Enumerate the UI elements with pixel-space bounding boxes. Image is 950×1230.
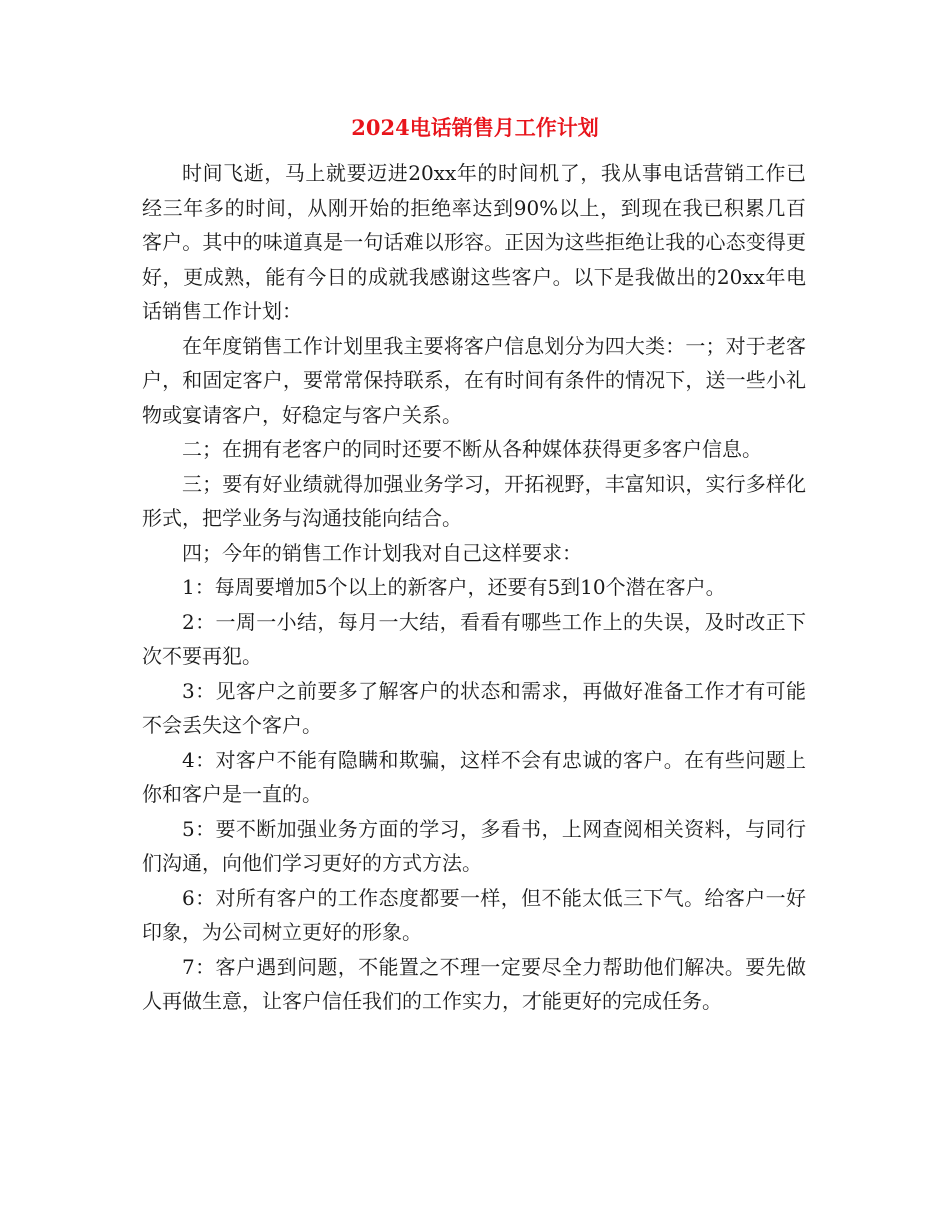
paragraph-rule-5: 5：要不断加强业务方面的学习，多看书，上网查阅相关资料，与同行们沟通，向他们学习更好的方式方法。 [142,816,806,875]
paragraph-item-4: 四；今年的销售工作计划我对自己这样要求： [182,540,582,565]
paragraph-rule-6: 6：对所有客户的工作态度都要一样，但不能太低三下气。给客户一好印象，为公司树立更好的形象。 [142,885,806,944]
paragraph-item-2: 二；在拥有老客户的同时还要不断从各种媒体获得更多客户信息。 [182,437,762,461]
paragraph-intro: 时间飞逝，马上就要迈进20xx年的时间机了，我从事电话营销工作已经三年多的时间，从刚开始的拒绝率达到90%以上，到现在我已积累几百客户。其中的味道真是一句话难以形容。正因为这些拒绝让我的心态变得更好，更成熟，能有今日的成就我感谢这些客户。以下是我做出的20xx年电话销售工作计划： [142,161,806,323]
paragraph-rule-7: 7：客户遇到问题，不能置之不理一定要尽全力帮助他们解决。要先做人再做生意，让客户信任我们的工作实力，才能更好的完成任务。 [142,954,806,1013]
paragraph-item-3: 三；要有好业绩就得加强业务学习，开拓视野，丰富知识，实行多样化形式，把学业务与沟通技能向结合。 [142,471,806,530]
document-body [142,156,806,1019]
document-title: 2024电话销售月工作计划 [351,115,599,140]
paragraph-rule-2: 2：一周一小结，每月一大结，看看有哪些工作上的失误，及时改正下次不要再犯。 [142,609,806,668]
paragraph-rule-1: 1：每周要增加5个以上的新客户，还要有5到10个潜在客户。 [182,575,726,599]
paragraph-rule-4: 4：对客户不能有隐瞒和欺骗，这样不会有忠诚的客户。在有些问题上你和客户是一直的。 [142,747,806,806]
paragraph-client-categories: 在年度销售工作计划里我主要将客户信息划分为四大类：一；对于老客户，和固定客户，要常常保持联系，在有时间有条件的情况下，送一些小礼物或宴请客户，好稳定与客户关系。 [142,333,806,427]
paragraph-rule-3: 3：见客户之前要多了解客户的状态和需求，再做好准备工作才有可能不会丢失这个客户。 [142,678,806,737]
